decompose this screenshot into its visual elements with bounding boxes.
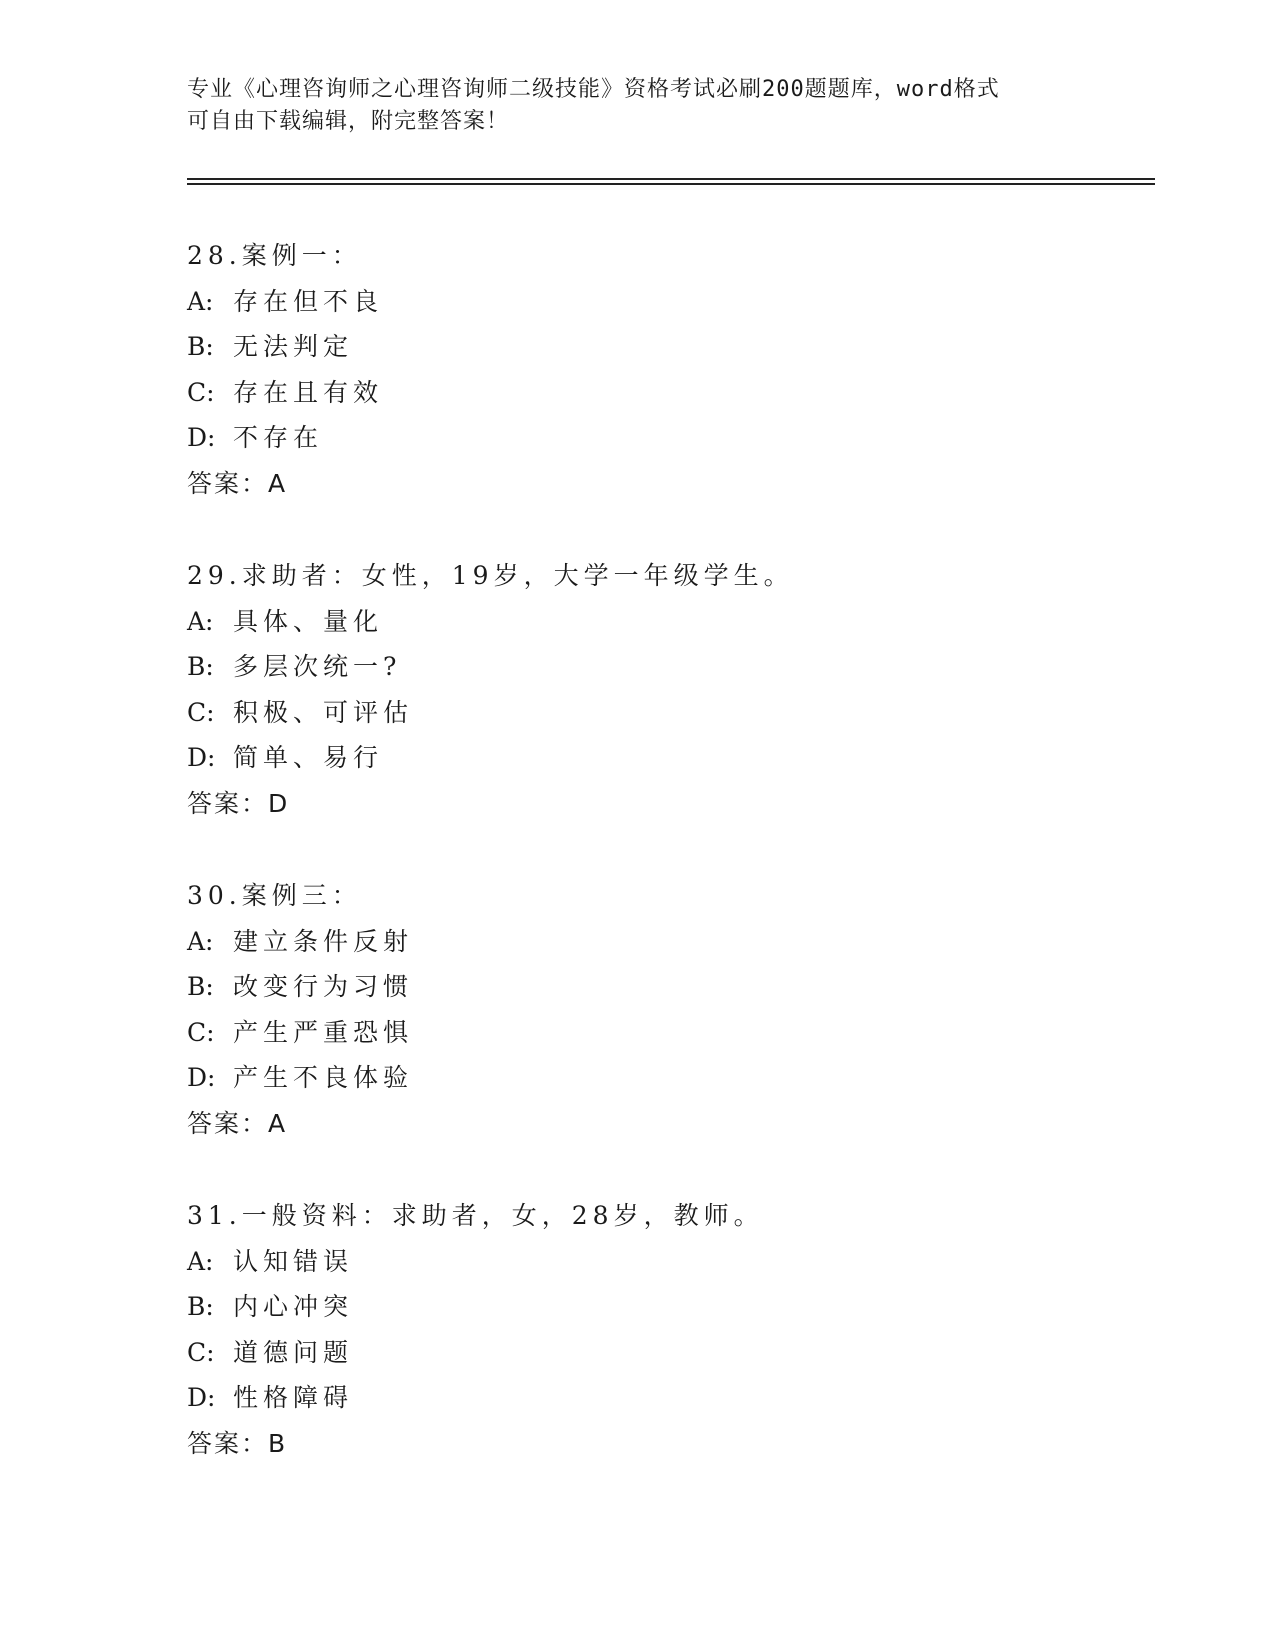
option-b xyxy=(187,964,1137,1010)
option-c xyxy=(187,1330,1137,1376)
option-text: 建立条件反射 xyxy=(233,926,414,956)
option-c xyxy=(187,370,1137,416)
option-a xyxy=(187,919,1137,965)
question-stem: 30.案例三： xyxy=(187,881,362,910)
option-a xyxy=(187,599,1137,645)
question-29 xyxy=(187,553,1137,873)
option-text: 性格障碍 xyxy=(233,1383,354,1412)
option-c xyxy=(187,690,1137,736)
question-stem: 31.一般资料：求助者，女，28岁，教师。 xyxy=(187,1201,764,1230)
option-d xyxy=(187,1375,1137,1421)
option-letter: A: xyxy=(187,1246,214,1276)
question-list xyxy=(187,233,1137,1513)
option-text: 不存在 xyxy=(233,423,324,452)
option-text: 改变行为习惯 xyxy=(233,972,414,1001)
option-text: 多层次统一? xyxy=(233,652,402,681)
option-b xyxy=(187,644,1137,690)
option-letter: C: xyxy=(187,1017,215,1047)
option-letter: A: xyxy=(187,926,214,956)
option-text: 简单、易行 xyxy=(233,743,384,772)
header-divider-bottom xyxy=(187,183,1155,185)
option-text: 存在但不良 xyxy=(233,286,384,316)
document-header xyxy=(187,74,1087,138)
answer-line: 答案：D xyxy=(187,788,290,818)
option-text: 道德问题 xyxy=(233,1337,354,1367)
option-letter: B: xyxy=(187,652,214,681)
option-b xyxy=(187,1284,1137,1330)
option-d xyxy=(187,1055,1137,1101)
option-letter: D: xyxy=(187,423,216,452)
option-text: 无法判定 xyxy=(233,332,354,361)
option-c xyxy=(187,1010,1137,1056)
answer-line: 答案：B xyxy=(187,1428,288,1458)
option-text: 认知错误 xyxy=(233,1246,354,1276)
option-letter: A: xyxy=(187,606,214,636)
option-letter: D: xyxy=(187,1383,216,1412)
option-text: 积极、可评估 xyxy=(233,697,414,727)
option-letter: D: xyxy=(187,1063,216,1092)
option-letter: C: xyxy=(187,377,215,407)
option-d xyxy=(187,415,1137,461)
header-line-2: 可自由下载编辑，附完整答案！ xyxy=(187,109,510,134)
answer-line: 答案：A xyxy=(187,1108,288,1138)
header-line-1: 专业《心理咨询师之心理咨询师二级技能》资格考试必刷200题题库，word格式 xyxy=(187,77,1000,102)
question-31 xyxy=(187,1193,1137,1513)
question-stem: 28.案例一： xyxy=(187,241,362,270)
option-text: 具体、量化 xyxy=(233,606,384,636)
option-a xyxy=(187,279,1137,325)
option-text: 产生不良体验 xyxy=(233,1063,414,1092)
header-divider-top xyxy=(187,178,1155,180)
option-letter: C: xyxy=(187,697,215,727)
option-letter: B: xyxy=(187,1292,214,1321)
question-28 xyxy=(187,233,1137,553)
question-stem: 29.求助者：女性，19岁，大学一年级学生。 xyxy=(187,561,794,590)
question-30 xyxy=(187,873,1137,1193)
option-d xyxy=(187,735,1137,781)
option-letter: B: xyxy=(187,332,214,361)
answer-line: 答案：A xyxy=(187,468,288,498)
option-letter: A: xyxy=(187,286,214,316)
option-letter: B: xyxy=(187,972,214,1001)
option-letter: D: xyxy=(187,743,216,772)
option-a xyxy=(187,1239,1137,1285)
option-letter: C: xyxy=(187,1337,215,1367)
option-text: 存在且有效 xyxy=(233,377,384,407)
option-b xyxy=(187,324,1137,370)
option-text: 内心冲突 xyxy=(233,1292,354,1321)
option-text: 产生严重恐惧 xyxy=(233,1017,414,1047)
